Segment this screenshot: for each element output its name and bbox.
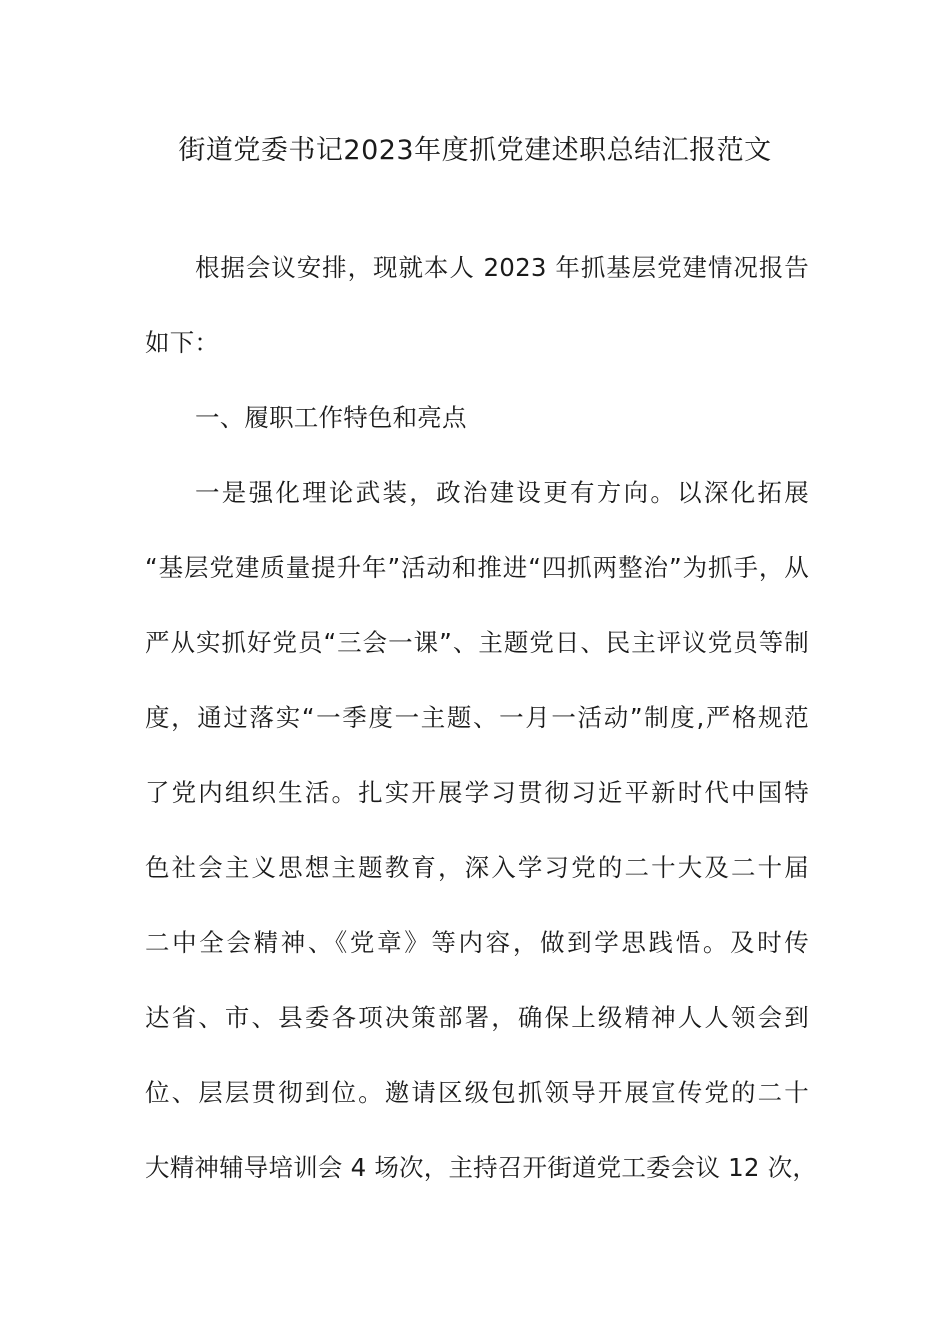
paragraph-line: 二中全会精神、《党章》等内容，做到学思践悟。及时传 [145, 928, 809, 957]
paragraph-line: 大精神辅导培训会 4 场次，主持召开街道党工委会议 12 次， [145, 1153, 818, 1182]
paragraph-line: 如下： [145, 328, 220, 357]
paragraph-line: 达省、市、县委各项决策部署，确保上级精神人人领会到 [145, 1003, 809, 1032]
paragraph-line: 一是强化理论武装，政治建设更有方向。以深化拓展 [195, 478, 809, 507]
section-heading: 一、履职工作特色和亮点 [195, 403, 467, 432]
document-body [145, 230, 818, 1205]
paragraph-line: 严从实抓好党员“三会一课”、主题党日、民主评议党员等制 [145, 628, 809, 657]
paragraph-line: 色社会主义思想主题教育，深入学习党的二十大及二十届 [145, 853, 809, 882]
paragraph-line: 根据会议安排，现就本人 2023 年抓基层党建情况报告 [195, 253, 809, 282]
paragraph-line: 度，通过落实“一季度一主题、一月一活动”制度,严格规范 [145, 703, 809, 732]
paragraph-line: “基层党建质量提升年”活动和推进“四抓两整治”为抓手，从 [145, 553, 809, 582]
paragraph-line: 了党内组织生活。扎实开展学习贯彻习近平新时代中国特 [145, 778, 809, 807]
paragraph-line: 位、层层贯彻到位。邀请区级包抓领导开展宣传党的二十 [145, 1078, 809, 1107]
document-title: 街道党委书记2023年度抓党建述职总结汇报范文 [178, 135, 772, 166]
